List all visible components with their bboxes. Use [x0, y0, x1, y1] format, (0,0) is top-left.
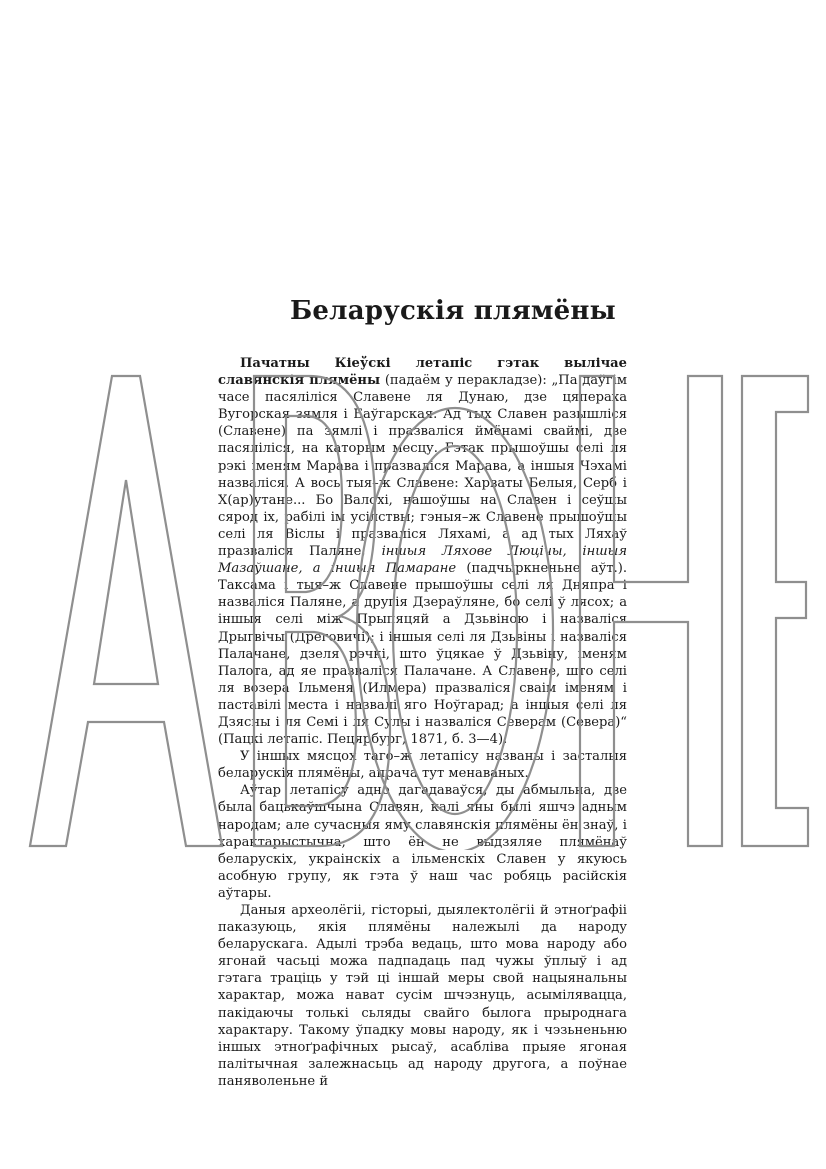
paragraph: Аўтар летапісу адно дагадаваўся, ды абмыльна, дзе была бацькаўшчына Славян, калі яны былі яшчэ адным народам; але сучасныя яму славянскія плямёны ён знаў, і характарыстычна, што ён не выдзяляе плямёнаў беларускіх, украінскіх а ільменскіх Славен у якуюсь асобную групу, як гэта ў наш час робяць расійскія аўтары. — [218, 783, 627, 901]
article-body — [218, 355, 627, 1090]
quote-italic: іншыя Ляхове Люцічы, іншыя Мазаўшане, а іншыя Памаране — [218, 544, 627, 577]
quote-part-2: (падчыркненьне аўт.). Таксама і тыя–ж Славене прышоўшы селі ля Дняпра і назваліся Паляне, а другія Дзераўляне, бо селі ў лясох; а іншыя селі між Прыпяцяй а Дзьвіною і назваліся Дрыгвічы (Дреговичі); і іншыя селі ля Дзьвіны і назваліся Палачане, дзеля рэчкі, што ўцякае ў Дзьвіну, іменям Палота, ад яе празваліся Палачане. А Славене, што селі ля возера Ільменя (Илмера) празваліся сваім іменям і паставілі места і назвалі яго Ноўгарад; а іншыя селі ля Дзясны і ля Семі і ля Сулы і назваліся Северам (Севера)“ (Пацкі летапіс. Пецярбург, 1871, б. 3—4). — [218, 561, 628, 748]
paragraph: У іншых мясцох таго–ж летапісу названы і засталыя беларускія плямёны, апрача тут менаваных. — [218, 749, 627, 782]
paragraph — [218, 355, 627, 748]
paragraph: Даныя археолёгіі, гісторыі, дыялектолёгіі й этноґрафіі паказуюць, якія плямёны належылі да народу беларускага. Адылі трэба ведаць, што мова народу або ягонай часьці можа падпадаць пад чужы ўплыў і ад гэтага траціць у тэй ці іншай меры свой нацыянальны характар, можа нават сусім шчэзнуць, асымілявацца, пакідаючы толькі сьляды свайго былога прыроднага характару. Такому ўпадку мовы народу, як і чэзьненьню іншых этноґрафічных рысаў, асабліва прыяе ягоная палітычная залежнасьць ад народу другога, а поўнае паняволеньне й — [218, 903, 627, 1089]
watermark-letter-a-icon — [30, 376, 222, 846]
quote-part-1: (падаём у перакладзе): „Па даўгім часе пасяліліся Славене ля Дунаю, дзе цяпераха Вугорская зямля і Баўгарская. Ад тых Славен разышліся (Славене) па зямлі і празваліся ймёнамі свaймі, дзе пасяліліся, на каторым месцу. Гэтак прышоўшы селі ля рэкі іменям Марава і празваліся Марава, а іншыя Чэхамі назваліся. А вось тыя–ж Славене: Харваты Белыя, Серб і Х(ар)утане... Бо Валохі, нашоўшы на Славен і сеўшы сярод іх, рабілі ім усілствы; гэныя–ж Славене прышоўшы селі ля Віслы і празваліся Ляхамі, а ад тых Ляхаў празваліся Паляне; — [218, 373, 627, 560]
page-title: Беларускія плямёны — [290, 296, 616, 326]
watermark-letter-e-icon — [742, 376, 808, 846]
lead-phrase: Пачатны Кіеўскі летапіс гэтак вылічае славянскія плямёны — [218, 356, 627, 389]
